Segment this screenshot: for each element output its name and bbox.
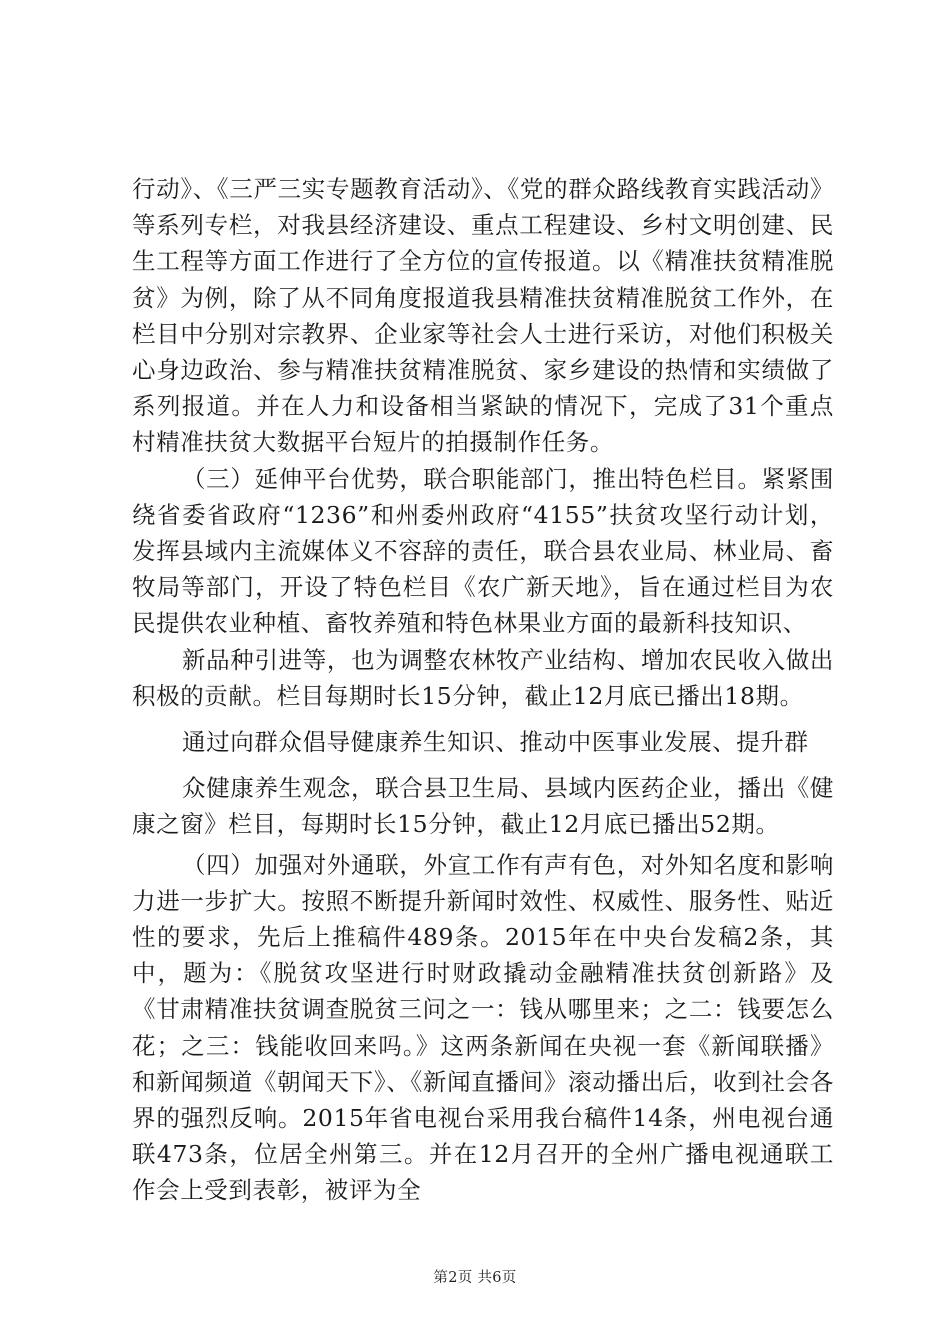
paragraph-section-three: （三）延伸平台优势，联合职能部门，推出特色栏目。紧紧围绕省委省政府“1236”和州委州政府“4155”扶贫攻坚行动计划，发挥县域内主流媒体义不容辞的责任，联合县农业局、林业局、畜牧局等部门，开设了特色栏目《农广新天地》，旨在通过栏目为农民提供农业种植、畜牧养殖和特色林果业方面的最新科技知识、 [132,464,834,638]
paragraph-continuation: 行动》、《三严三实专题教育活动》、《党的群众路线教育实践活动》等系列专栏，对我县经济建设、重点工程建设、乡村文明创建、民生工程等方面工作进行了全方位的宣传报道。以《精准扶贫精准脱贫》为例，除了从不同角度报道我县精准扶贫精准脱贫工作外，在栏目中分别对宗教界、企业家等社会人士进行采访，对他们积极关心身边政治、参与精准扶贫精准脱贫、家乡建设的热情和实绩做了系列报道。并在人力和设备相当紧缺的情况下，完成了31个重点村精准扶贫大数据平台短片的拍摄制作任务。 [132,175,834,457]
paragraph-health-intro: 通过向群众倡导健康养生知识、推动中医事业发展、提升群 [182,728,809,757]
paragraph-new-varieties: 新品种引进等，也为调整农林牧产业结构、增加农民收入做出积极的贡献。栏目每期时长15分钟，截止12月底已播出18期。 [132,645,834,710]
paragraph-health-window: 众健康养生观念，联合县卫生局、县域内医药企业，播出《健康之窗》栏目，每期时长15分钟，截止12月底已播出52期。 [132,774,834,839]
page-number-footer: 第2页 共6页 [433,1270,517,1286]
document-body [132,171,834,1209]
paragraph-section-four: （四）加强对外通联，外宣工作有声有色，对外知名度和影响力进一步扩大。按照不断提升新闻时效性、权威性、服务性、贴近性的要求，先后上推稿件489条。2015年在中央台发稿2条，其中，题为：《脱贫攻坚进行时财政撬动金融精准扶贫创新路》及《甘肃精准扶贫调查脱贫三问之一：钱从哪里来；之二：钱要怎么花；之三：钱能收回来吗。》这两条新闻在央视一套《新闻联播》和新闻频道《朝闻天下》、《新闻直播间》滚动播出后，收到社会各界的强烈反响。2015年省电视台采用我台稿件14条，州电视台通联473条，位居全州第三。并在12月召开的全州广播电视通联工作会上受到表彰，被评为全 [132,850,834,1205]
